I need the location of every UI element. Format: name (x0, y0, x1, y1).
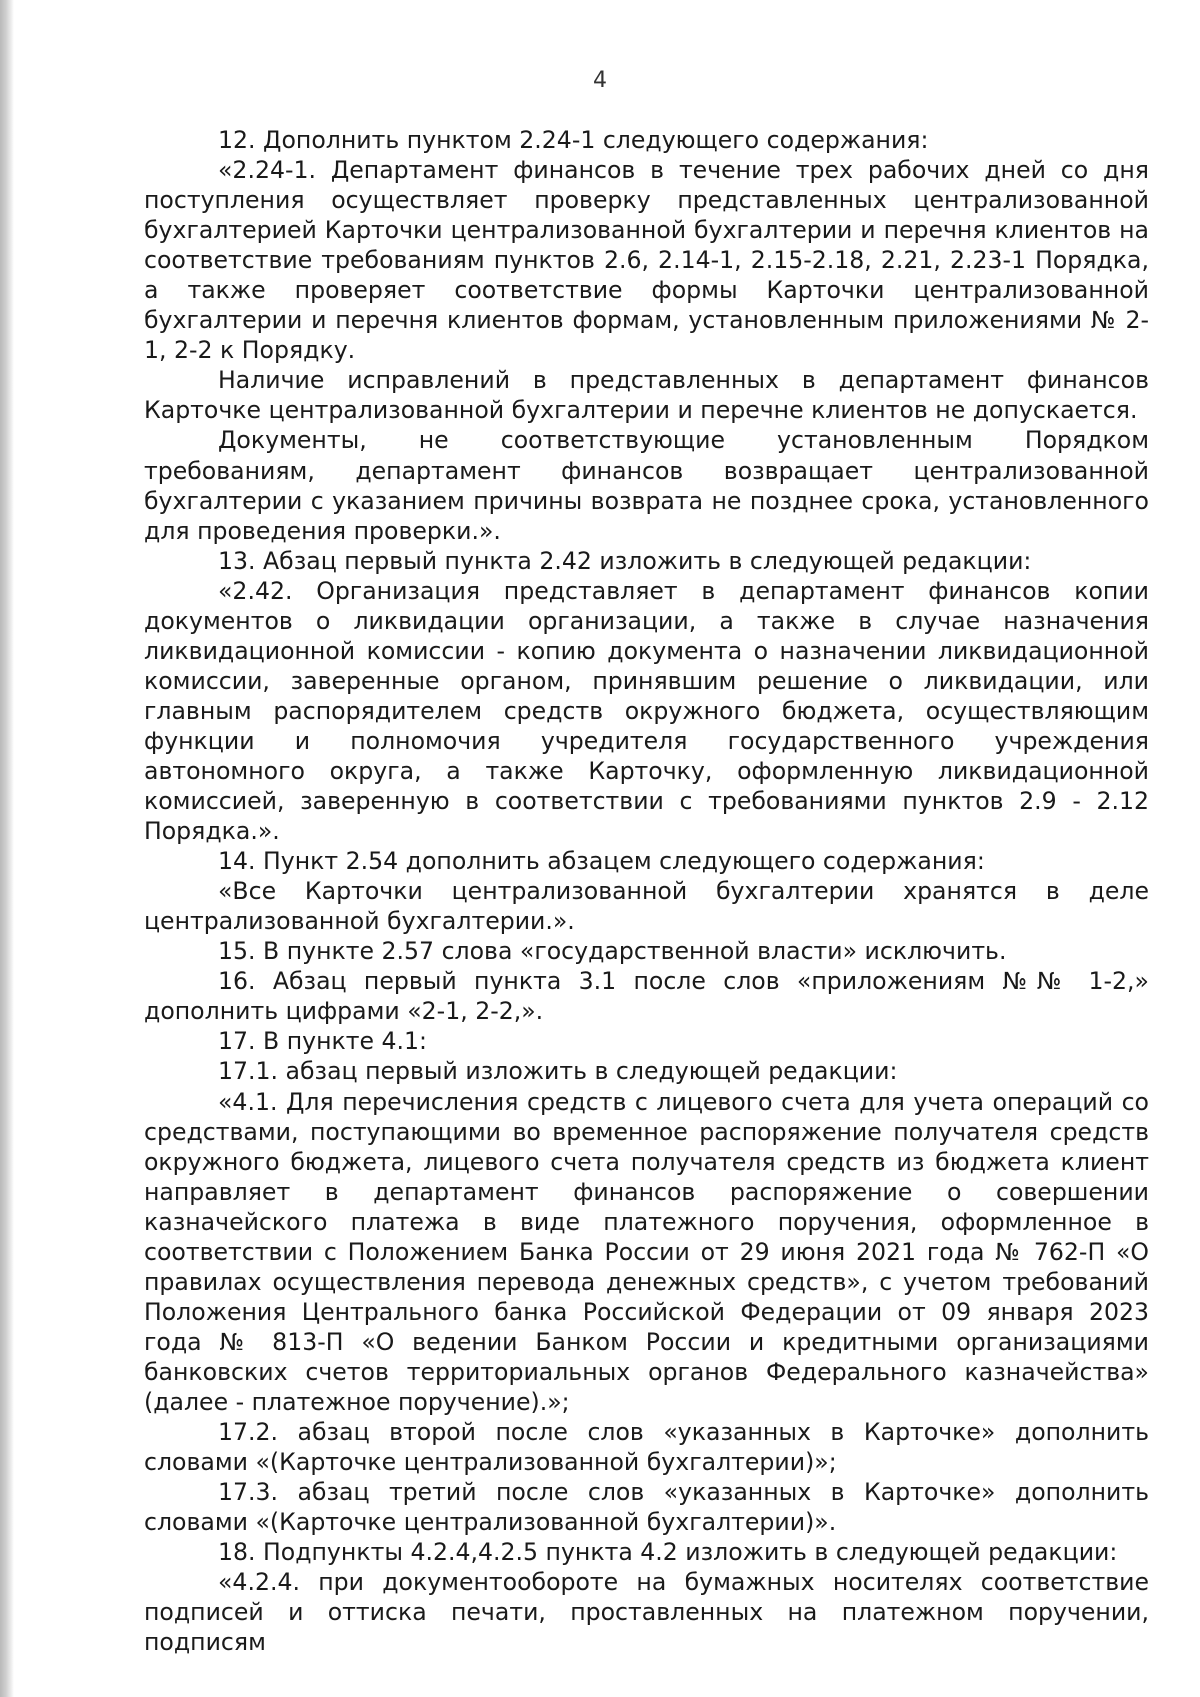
paragraph-item-17-1: 17.1. абзац первый изложить в следующей редакции: (218, 1057, 898, 1086)
paragraph-quote-2-24-1: «2.24-1. Департамент финансов в течение трех рабочих дней со дня поступления осуществляет проверку представленных централизованной бухгалтерией Карточки централизованной бухгалтерии и перечня клиентов на соответствие требованиям пунктов 2.6, 2.14-1, 2.15-2.18, 2.21, 2.23-1 Порядка, а также проверяет соответствие формы Карточки централизованной бухгалтерии и перечня клиентов формам, установленным приложениями № 2-1, 2-2 к Порядку. (144, 156, 1149, 365)
paragraph-quote-2-42: «2.42. Организация представляет в департамент финансов копии документов о ликвидации организации, а также в случае назначения ликвидационной комиссии - копию документа о назначении ликвидационной комиссии, заверенные органом, принявшим решение о ликвидации, или главным распорядителем средств окружного бюджета, осуществляющим функции и полномочия учредителя государственного учреждения автономного округа, а также Карточку, оформленную ликвидационной комиссией, заверенную в соответствии с требованиями пунктов 2.9 - 2.12 Порядка.». (144, 576, 1149, 846)
paragraph-documents-return: Документы, не соответствующие установленным Порядком требованиям, департамент финансов возвращает централизованной бухгалтерии с указанием причины возврата не позднее срока, установленного для проведения проверки.». (144, 426, 1149, 545)
page-number: 4 (593, 68, 607, 93)
paragraph-item-17-3: 17.3. абзац третий после слов «указанных в Карточке» дополнить словами «(Карточке централизованной бухгалтерии)». (144, 1478, 1149, 1537)
paragraph-item-14: 14. Пункт 2.54 дополнить абзацем следующего содержания: (218, 847, 985, 876)
paragraph-quote-4-1: «4.1. Для перечисления средств с лицевого счета для учета операций со средствами, поступающими во временное распоряжение получателя средств окружного бюджета, лицевого счета получателя средств из бюджета клиент направляет в департамент финансов распоряжение о совершении казначейского платежа в виде платежного поручения, оформленное в соответствии с Положением Банка России от 29 июня 2021 года № 762-П «О правилах осуществления перевода денежных средств», с учетом требований Положения Центрального банка Российской Федерации от 09 января 2023 года № 813-П «О ведении Банком России и кредитными организациями банковских счетов территориальных органов Федерального казначейства» (далее - платежное поручение).»; (144, 1087, 1149, 1416)
paragraph-item-16: 16. Абзац первый пункта 3.1 после слов «приложениям №№ 1-2,» дополнить цифрами «2-1, 2-2,». (144, 967, 1149, 1026)
scan-page-edge (0, 0, 14, 1697)
paragraph-item-17-2: 17.2. абзац второй после слов «указанных в Карточке» дополнить словами «(Карточке централизованной бухгалтерии)»; (144, 1418, 1149, 1477)
paragraph-quote-cards-stored: «Все Карточки централизованной бухгалтерии хранятся в деле централизованной бухгалтерии.». (144, 877, 1149, 936)
paragraph-quote-4-2-4: «4.2.4. при документообороте на бумажных носителях соответствие подписей и оттиска печати, проставленных на платежном поручении, подписям (144, 1568, 1149, 1657)
paragraph-item-18: 18. Подпункты 4.2.4,4.2.5 пункта 4.2 изложить в следующей редакции: (218, 1538, 1118, 1567)
paragraph-corrections: Наличие исправлений в представленных в департамент финансов Карточке централизованной бухгалтерии и перечне клиентов не допускается. (144, 366, 1149, 425)
document-body (144, 125, 1149, 1657)
paragraph-item-12: 12. Дополнить пунктом 2.24-1 следующего содержания: (218, 126, 929, 154)
paragraph-item-13: 13. Абзац первый пункта 2.42 изложить в следующей редакции: (218, 546, 1032, 575)
paragraph-item-15: 15. В пункте 2.57 слова «государственной власти» исключить. (218, 937, 1007, 966)
paragraph-item-17: 17. В пункте 4.1: (218, 1027, 428, 1056)
